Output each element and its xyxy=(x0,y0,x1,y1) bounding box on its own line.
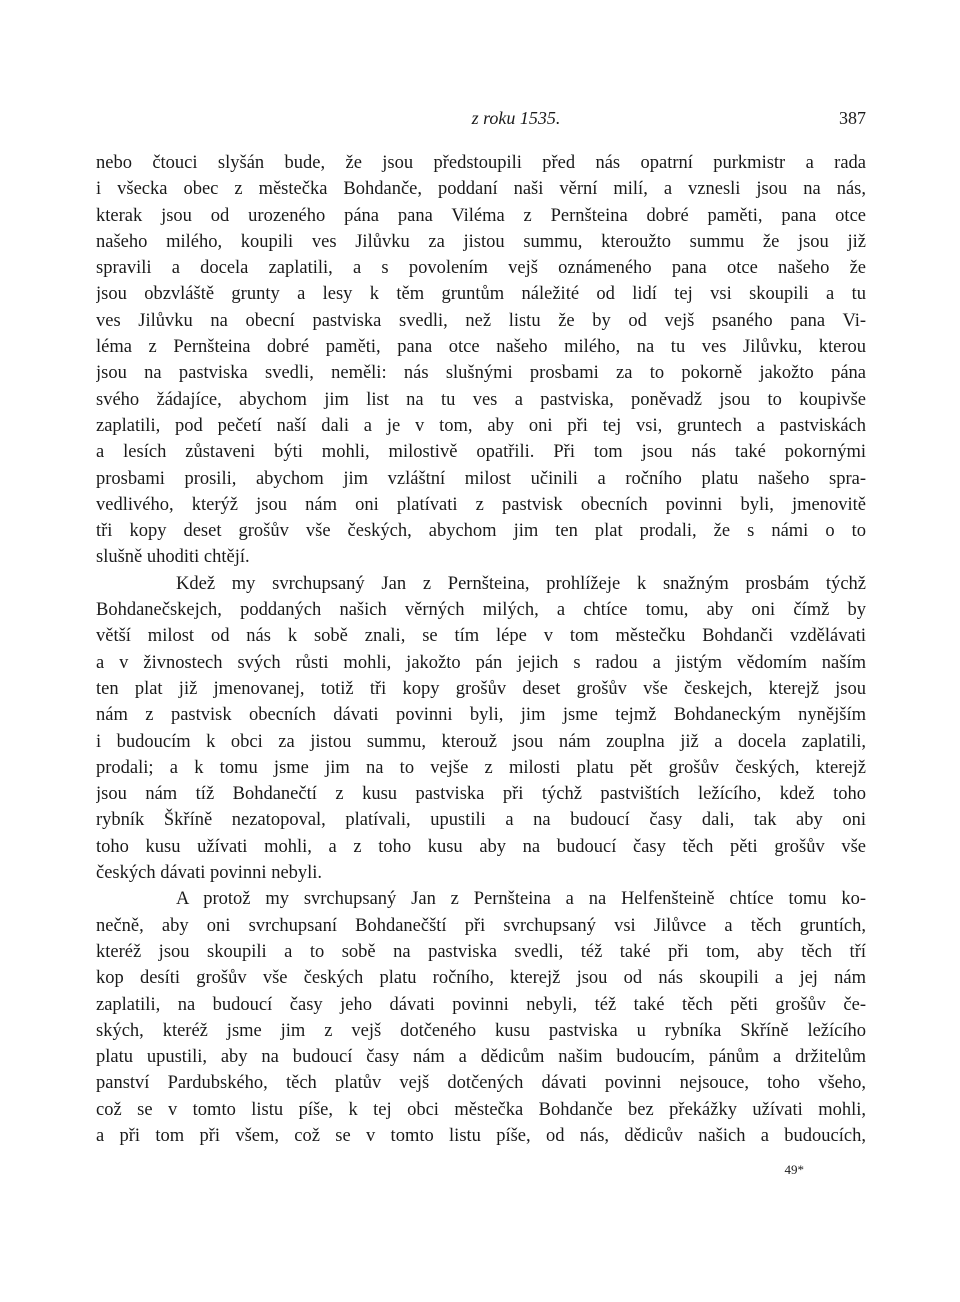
text-line: kteréž jsou skoupili a to sobě na pastviska svedli, též také při tom, aby těch tří xyxy=(96,941,866,962)
text-line: i budoucím k obci za jistou summu, kterouž jsou nám zouplna již a docela zaplatili, xyxy=(96,731,866,752)
text-line: nebo čtouci slyšán bude, že jsou předstoupili před nás opatrní purkmistr a rada xyxy=(96,153,866,173)
text-line: jsou na pastviska svedli, neměli: nás slušnými prosbami za to pokorně jakožto pána xyxy=(96,363,866,384)
text-line: Kdež my svrchupsaný Jan z Pernšteina, prohlížeje k snažným prosbám týchž xyxy=(176,573,866,594)
text-line: vedlivého, kterýž jsou nám oni platívati z pastvisk obecních povinni byli, jmenovitě xyxy=(96,494,866,515)
text-line: tři kopy deset grošův vše českých, abychom jim ten plat prodali, že s námi o to xyxy=(96,521,866,542)
text-line: rybník Škříně nezatopoval, platívali, upustili a na budoucí časy dali, tak aby oni xyxy=(96,810,866,831)
text-line: zaplatili, pod pečetí naší dali a je v tom, aby oni při tej vsi, gruntech a pastviskách xyxy=(96,415,866,436)
text-line: svého žádajíce, abychom jim list na tu ves a pastviska, poněvadž jsou to koupivše xyxy=(96,389,866,410)
text-line: platu upustili, aby na budoucí časy nám a dědicům našim budoucím, pánům a držitelům xyxy=(96,1047,866,1068)
text-line: spravili a docela zaplatili, a s povolením vejš oznámeného pana otce našeho že xyxy=(96,258,866,279)
text-line: a při tom při všem, což se v tomto listu píše, od nás, dědicův našich a budoucích, xyxy=(96,1125,866,1146)
text-line: prodali; a k tomu jsme jim na to vejše z milosti platu pět grošův českých, kterejž xyxy=(96,757,866,778)
text-line: panství Pardubského, těch platův vejš dotčených dávati povinni nejsouce, toho všeho, xyxy=(96,1073,866,1094)
signature-mark: 49* xyxy=(784,1162,804,1177)
text-line: nečně, aby oni svrchupsaní Bohdanečští při svrchupsaný vsi Jilůvce a těch gruntích, xyxy=(96,915,866,936)
running-head xyxy=(96,100,866,140)
text-line: ten plat již jmenovanej, totiž tři kopy grošův deset grošův vše českejch, kterejž jsou xyxy=(96,678,866,699)
text-line: našeho milého, koupili ves Jilůvku za jistou summu, kteroužto summu že jsou již xyxy=(96,231,866,252)
text-line: jsou nám tíž Bohdanečtí z kusu pastviska při týchž pastvištích ležícího, kdež toho xyxy=(96,784,866,805)
text-line: českých dávati povinni nebyli. xyxy=(96,863,323,884)
running-title: z roku 1535. xyxy=(471,108,561,128)
text-line: prosbami prosili, abychom jim vzláštní milost učinili a ročního platu našeho spra- xyxy=(96,468,866,489)
text-line: kterak jsou od urozeného pána pana Viléma z Pernšteina dobré paměti, pana otce xyxy=(96,205,866,226)
page-number: 387 xyxy=(839,108,866,128)
text-line: ských, kteréž jsme jim z vejš dotčeného kusu pastviska u rybníka Skříně ležícího xyxy=(96,1020,866,1041)
text-line: což se v tomto listu píše, k tej obci městečka Bohdanče bez překážky užívati mohli, xyxy=(96,1099,866,1120)
text-line: jsou obzvláště grunty a lesy k těm gruntům náležité od lidí tej vsi skoupili a tu xyxy=(96,284,866,305)
text-line: nám z pastvisk obecních dávati povinni byli, jim jsme tejmž Bohdaneckým nynějším xyxy=(96,705,866,726)
text-line: a v živnostech svých růsti mohli, jakožto pán jejich s radou a jistým vědomím naším xyxy=(96,652,866,673)
text-line: zaplatili, na budoucí časy jeho dávati povinni nebyli, též také těch pěti grošův če- xyxy=(96,994,866,1015)
text-line: a lesích zůstaveni býti mohli, milostivě opatřili. Při tom jsou nás také pokornými xyxy=(96,442,866,463)
text-line: A protož my svrchupsaný Jan z Pernšteina a na Helfenšteině chtíce tomu ko- xyxy=(176,889,866,910)
text-line: toho kusu užívati mohli, a z toho kusu aby na budoucí časy těch pěti grošův vše xyxy=(96,836,866,857)
text-line: léma z Pernšteina dobré paměti, pana otce našeho milého, na tu ves Jilůvku, kterou xyxy=(96,337,866,358)
text-line: slušně uhoditi chtějí. xyxy=(96,547,250,568)
text-line: kop desíti grošův vše českých platu ročního, kterejž jsou od nás skoupili a jej nám xyxy=(96,968,866,989)
text-line: ves Jilůvku na obecní pastviska svedli, než listu že by od vejš psaného pana Vi- xyxy=(96,310,866,331)
body-text xyxy=(96,150,866,1149)
document-page xyxy=(96,100,866,1220)
text-line: i všecka obec z městečka Bohdanče, poddaní naši věrní milí, a vznesli jsou na nás, xyxy=(96,179,866,200)
text-line: větší milost od nás k sobě znali, se tím lépe v tom městečku Bohdanči vzdělávati xyxy=(96,626,866,647)
text-line: Bohdanečskejch, poddaných našich věrných milých, a chtíce tomu, aby oni čímž by xyxy=(96,600,866,621)
